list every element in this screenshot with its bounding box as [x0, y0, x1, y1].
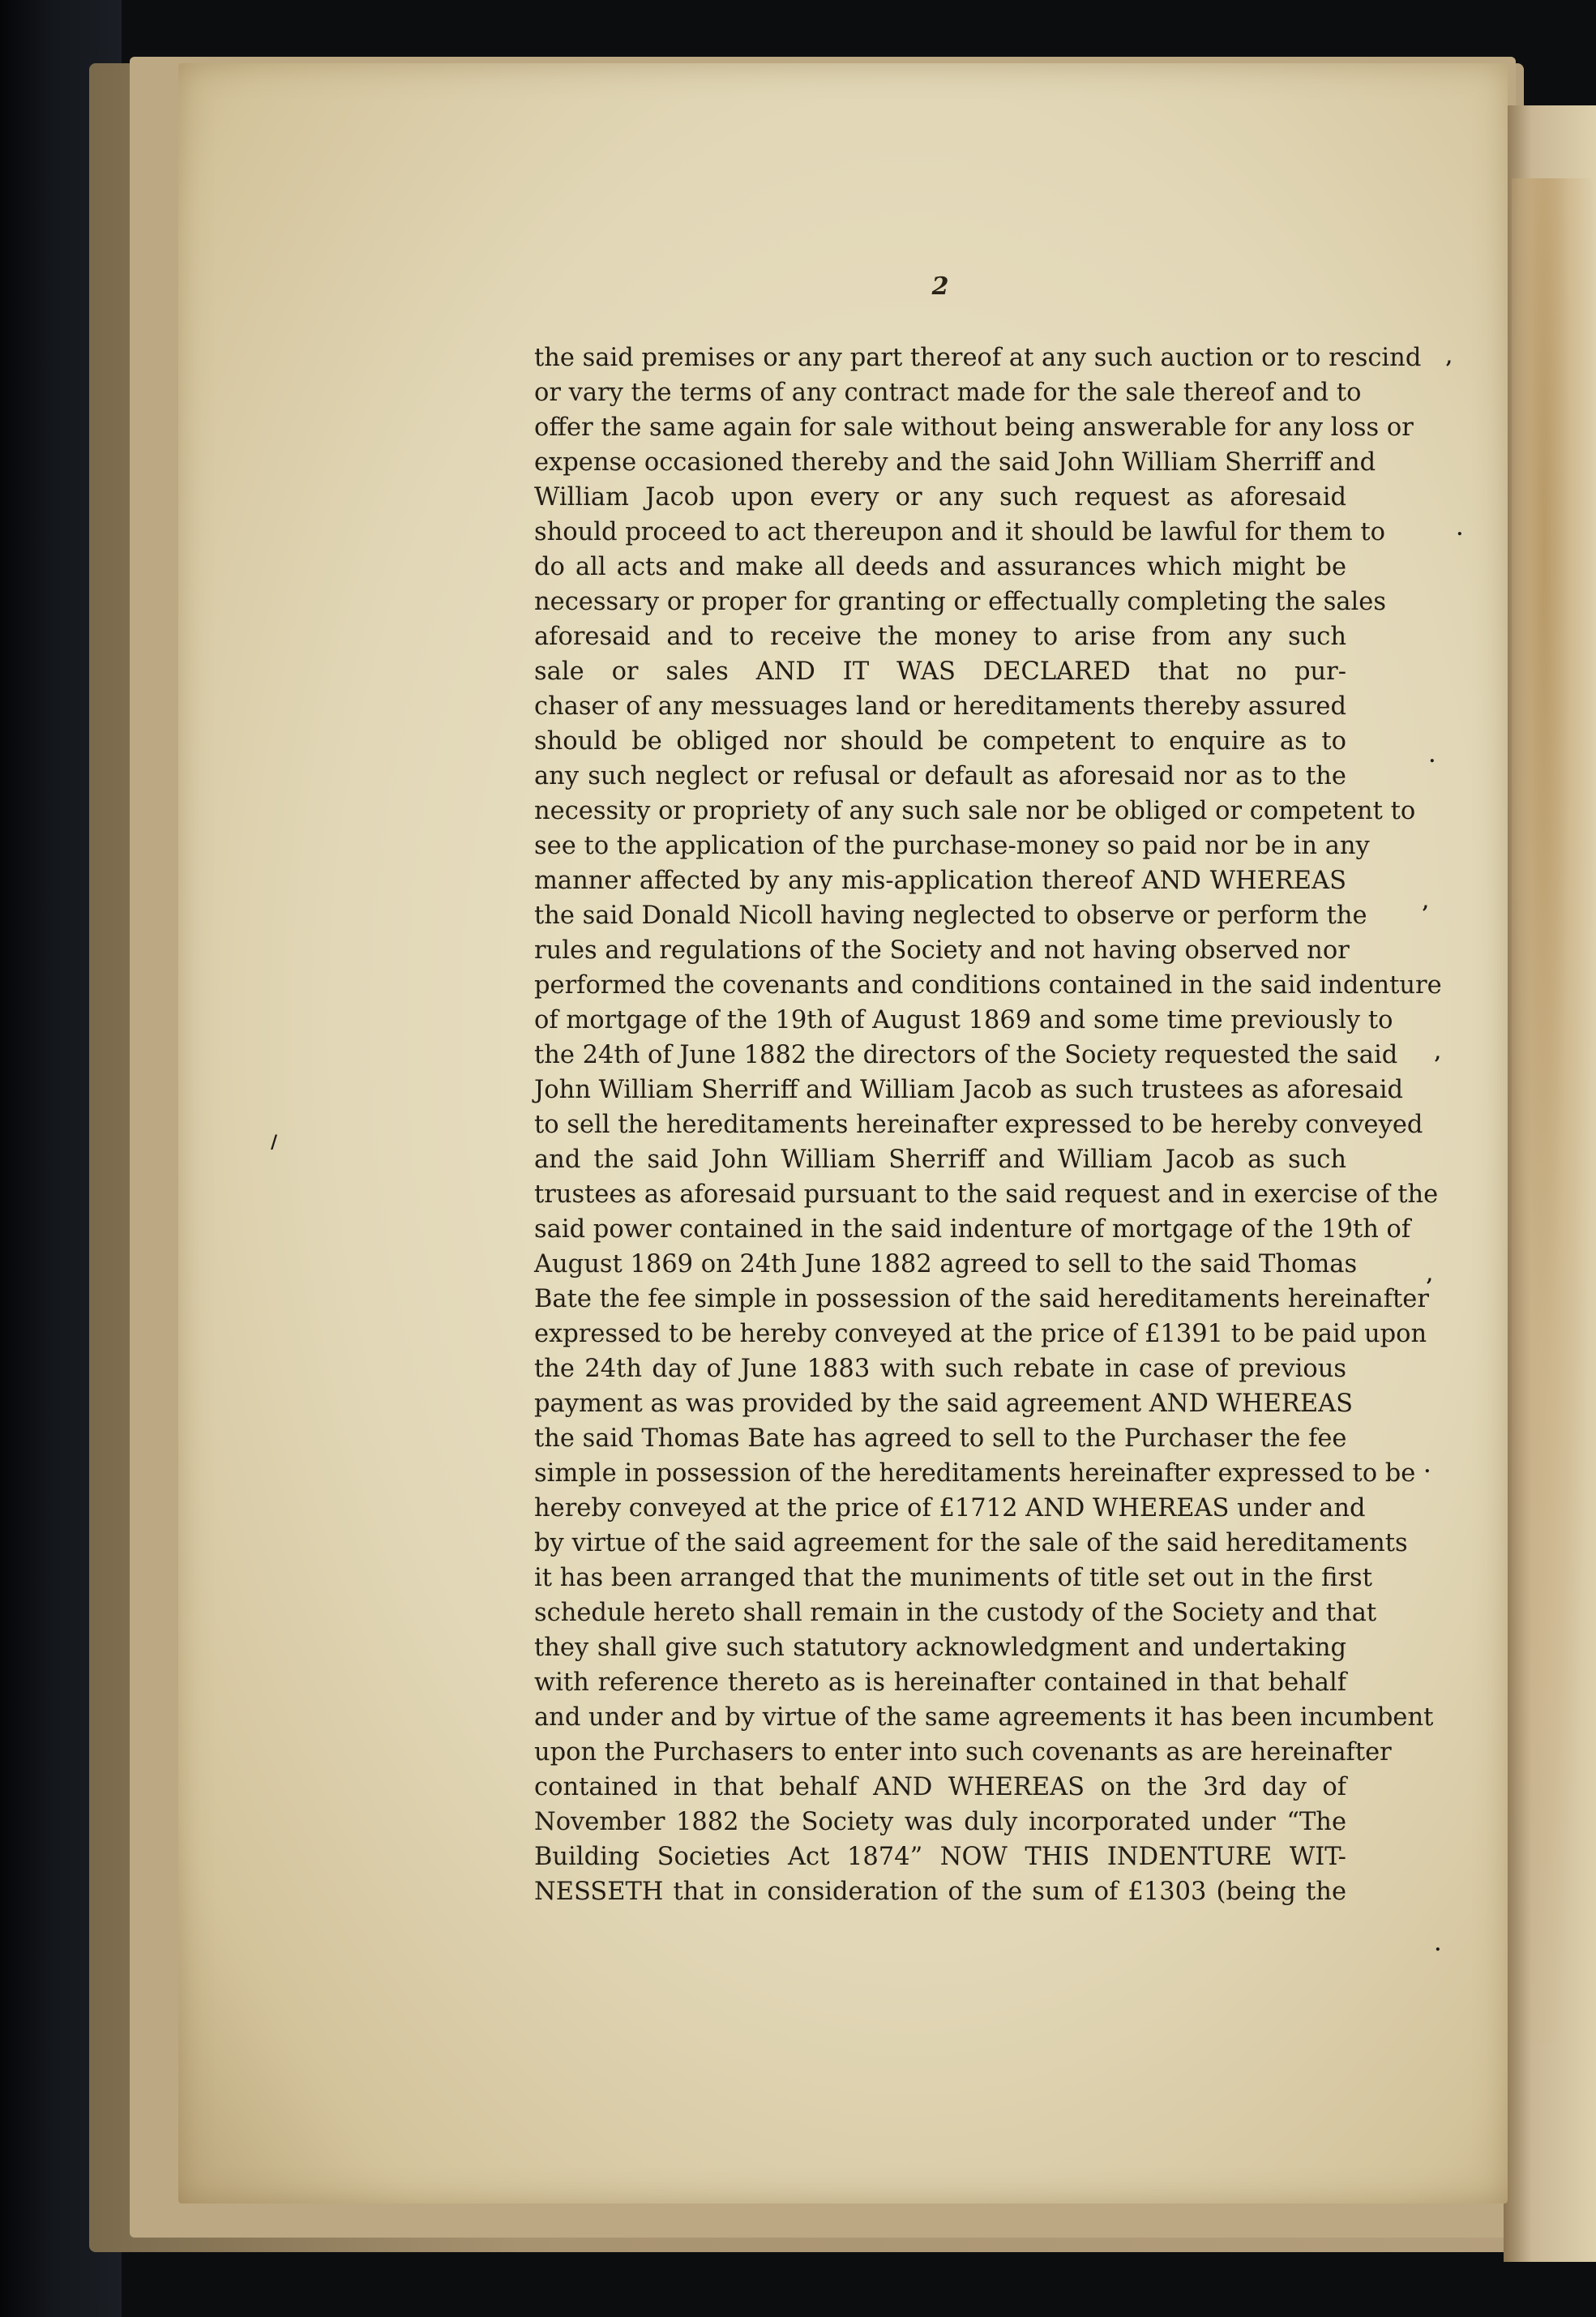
text-line: and the said John William Sherriff and William Jacob as such — [534, 1146, 1346, 1174]
text-line: with reference thereto as is hereinafter contained in that behalf — [534, 1668, 1346, 1697]
text-line: simple in possession of the hereditaments hereinafter expressed to be — [534, 1459, 1416, 1488]
text-line: aforesaid and to receive the money to arise from any such — [534, 623, 1346, 651]
text-line: chaser of any messuages land or hereditaments thereby assured — [534, 692, 1346, 721]
text-line: William Jacob upon every or any such request as aforesaid — [534, 483, 1346, 512]
text-line: November 1882 the Society was duly incorporated under “The — [534, 1808, 1346, 1836]
text-line: or vary the terms of any contract made for the sale thereof and to — [534, 379, 1362, 407]
margin-tick: . — [1429, 746, 1436, 767]
text-line: Bate the fee simple in possession of the said hereditaments hereinafter — [534, 1285, 1429, 1313]
text-line: expressed to be hereby conveyed at the price of £1391 to be paid upon — [534, 1320, 1427, 1348]
page-number: 2 — [931, 272, 949, 301]
text-line: necessity or propriety of any such sale nor be obliged or competent to — [534, 797, 1416, 825]
text-line: rules and regulations of the Society and not having observed nor — [534, 936, 1350, 965]
text-line: upon the Purchasers to enter into such covenants as are hereinafter — [534, 1738, 1392, 1767]
text-line: expense occasioned thereby and the said John William Sherriff and — [534, 448, 1376, 477]
text-line: sale or sales AND IT WAS DECLARED that no pur- — [534, 657, 1346, 686]
text-line: they shall give such statutory acknowledgment and undertaking — [534, 1634, 1346, 1662]
text-line: performed the covenants and conditions contained in the said indenture — [534, 971, 1442, 1000]
text-line: said power contained in the said indenture of mortgage of the 19th of — [534, 1215, 1411, 1244]
text-line: of mortgage of the 19th of August 1869 and some time previously to — [534, 1006, 1393, 1034]
text-line: do all acts and make all deeds and assurances which might be — [534, 553, 1346, 581]
text-line: necessary or proper for granting or effectually completing the sales — [534, 588, 1387, 616]
text-line: payment as was provided by the said agreement AND WHEREAS — [534, 1390, 1353, 1418]
text-line: the 24th day of June 1883 with such rebate in case of previous — [534, 1355, 1346, 1383]
margin-tick: . — [1424, 1456, 1431, 1477]
facing-page-edge — [1504, 105, 1596, 2262]
text-line: the 24th of June 1882 the directors of the Society requested the said — [534, 1041, 1398, 1069]
text-line: the said premises or any part thereof at any such auction or to rescind — [534, 344, 1422, 372]
text-line: schedule hereto shall remain in the custody of the Society and that — [534, 1599, 1377, 1627]
text-line: offer the same again for sale without being answerable for any loss or — [534, 413, 1414, 442]
text-line: and under and by virtue of the same agreements it has been incumbent — [534, 1703, 1434, 1732]
margin-tick: , — [1446, 347, 1453, 368]
text-line: NESSETH that in consideration of the sum of £1303 (being the — [534, 1878, 1346, 1906]
margin-tick: , — [1423, 892, 1429, 913]
text-line: Building Societies Act 1874” NOW THIS INDENTURE WIT- — [534, 1843, 1346, 1871]
text-line: hereby conveyed at the price of £1712 AND WHEREAS under and — [534, 1494, 1366, 1523]
foxing-stain — [1512, 178, 1593, 2043]
margin-tick: . — [1457, 519, 1463, 540]
text-line: see to the application of the purchase-money so paid nor be in any — [534, 832, 1370, 860]
text-line: should be obliged nor should be competent to enquire as to — [534, 727, 1346, 756]
text-line: John William Sherriff and William Jacob as such trustees as aforesaid — [534, 1076, 1404, 1104]
text-line: the said Donald Nicoll having neglected to observe or perform the — [534, 902, 1367, 930]
text-line: manner affected by any mis-application thereof AND WHEREAS — [534, 867, 1346, 895]
text-line: contained in that behalf AND WHEREAS on the 3rd day of — [534, 1773, 1346, 1801]
text-line: should proceed to act thereupon and it should be lawful for them to — [534, 518, 1385, 546]
text-line: it has been arranged that the muniments of title set out in the first — [534, 1564, 1372, 1592]
text-line: to sell the hereditaments hereinafter expressed to be hereby conveyed — [534, 1111, 1423, 1139]
document-body — [534, 340, 1442, 1909]
text-line: trustees as aforesaid pursuant to the said request and in exercise of the — [534, 1180, 1439, 1209]
text-line: any such neglect or refusal or default as aforesaid nor as to the — [534, 762, 1346, 790]
margin-tick: , — [1427, 1265, 1433, 1286]
text-line: by virtue of the said agreement for the sale of the said hereditaments — [534, 1529, 1408, 1557]
text-line: August 1869 on 24th June 1882 agreed to sell to the said Thomas — [534, 1250, 1358, 1278]
margin-tick: , — [1435, 1043, 1441, 1064]
text-line: the said Thomas Bate has agreed to sell to the Purchaser the fee — [534, 1424, 1347, 1453]
margin-tick: . — [1435, 1934, 1441, 1955]
margin-tick: / — [271, 1132, 278, 1153]
